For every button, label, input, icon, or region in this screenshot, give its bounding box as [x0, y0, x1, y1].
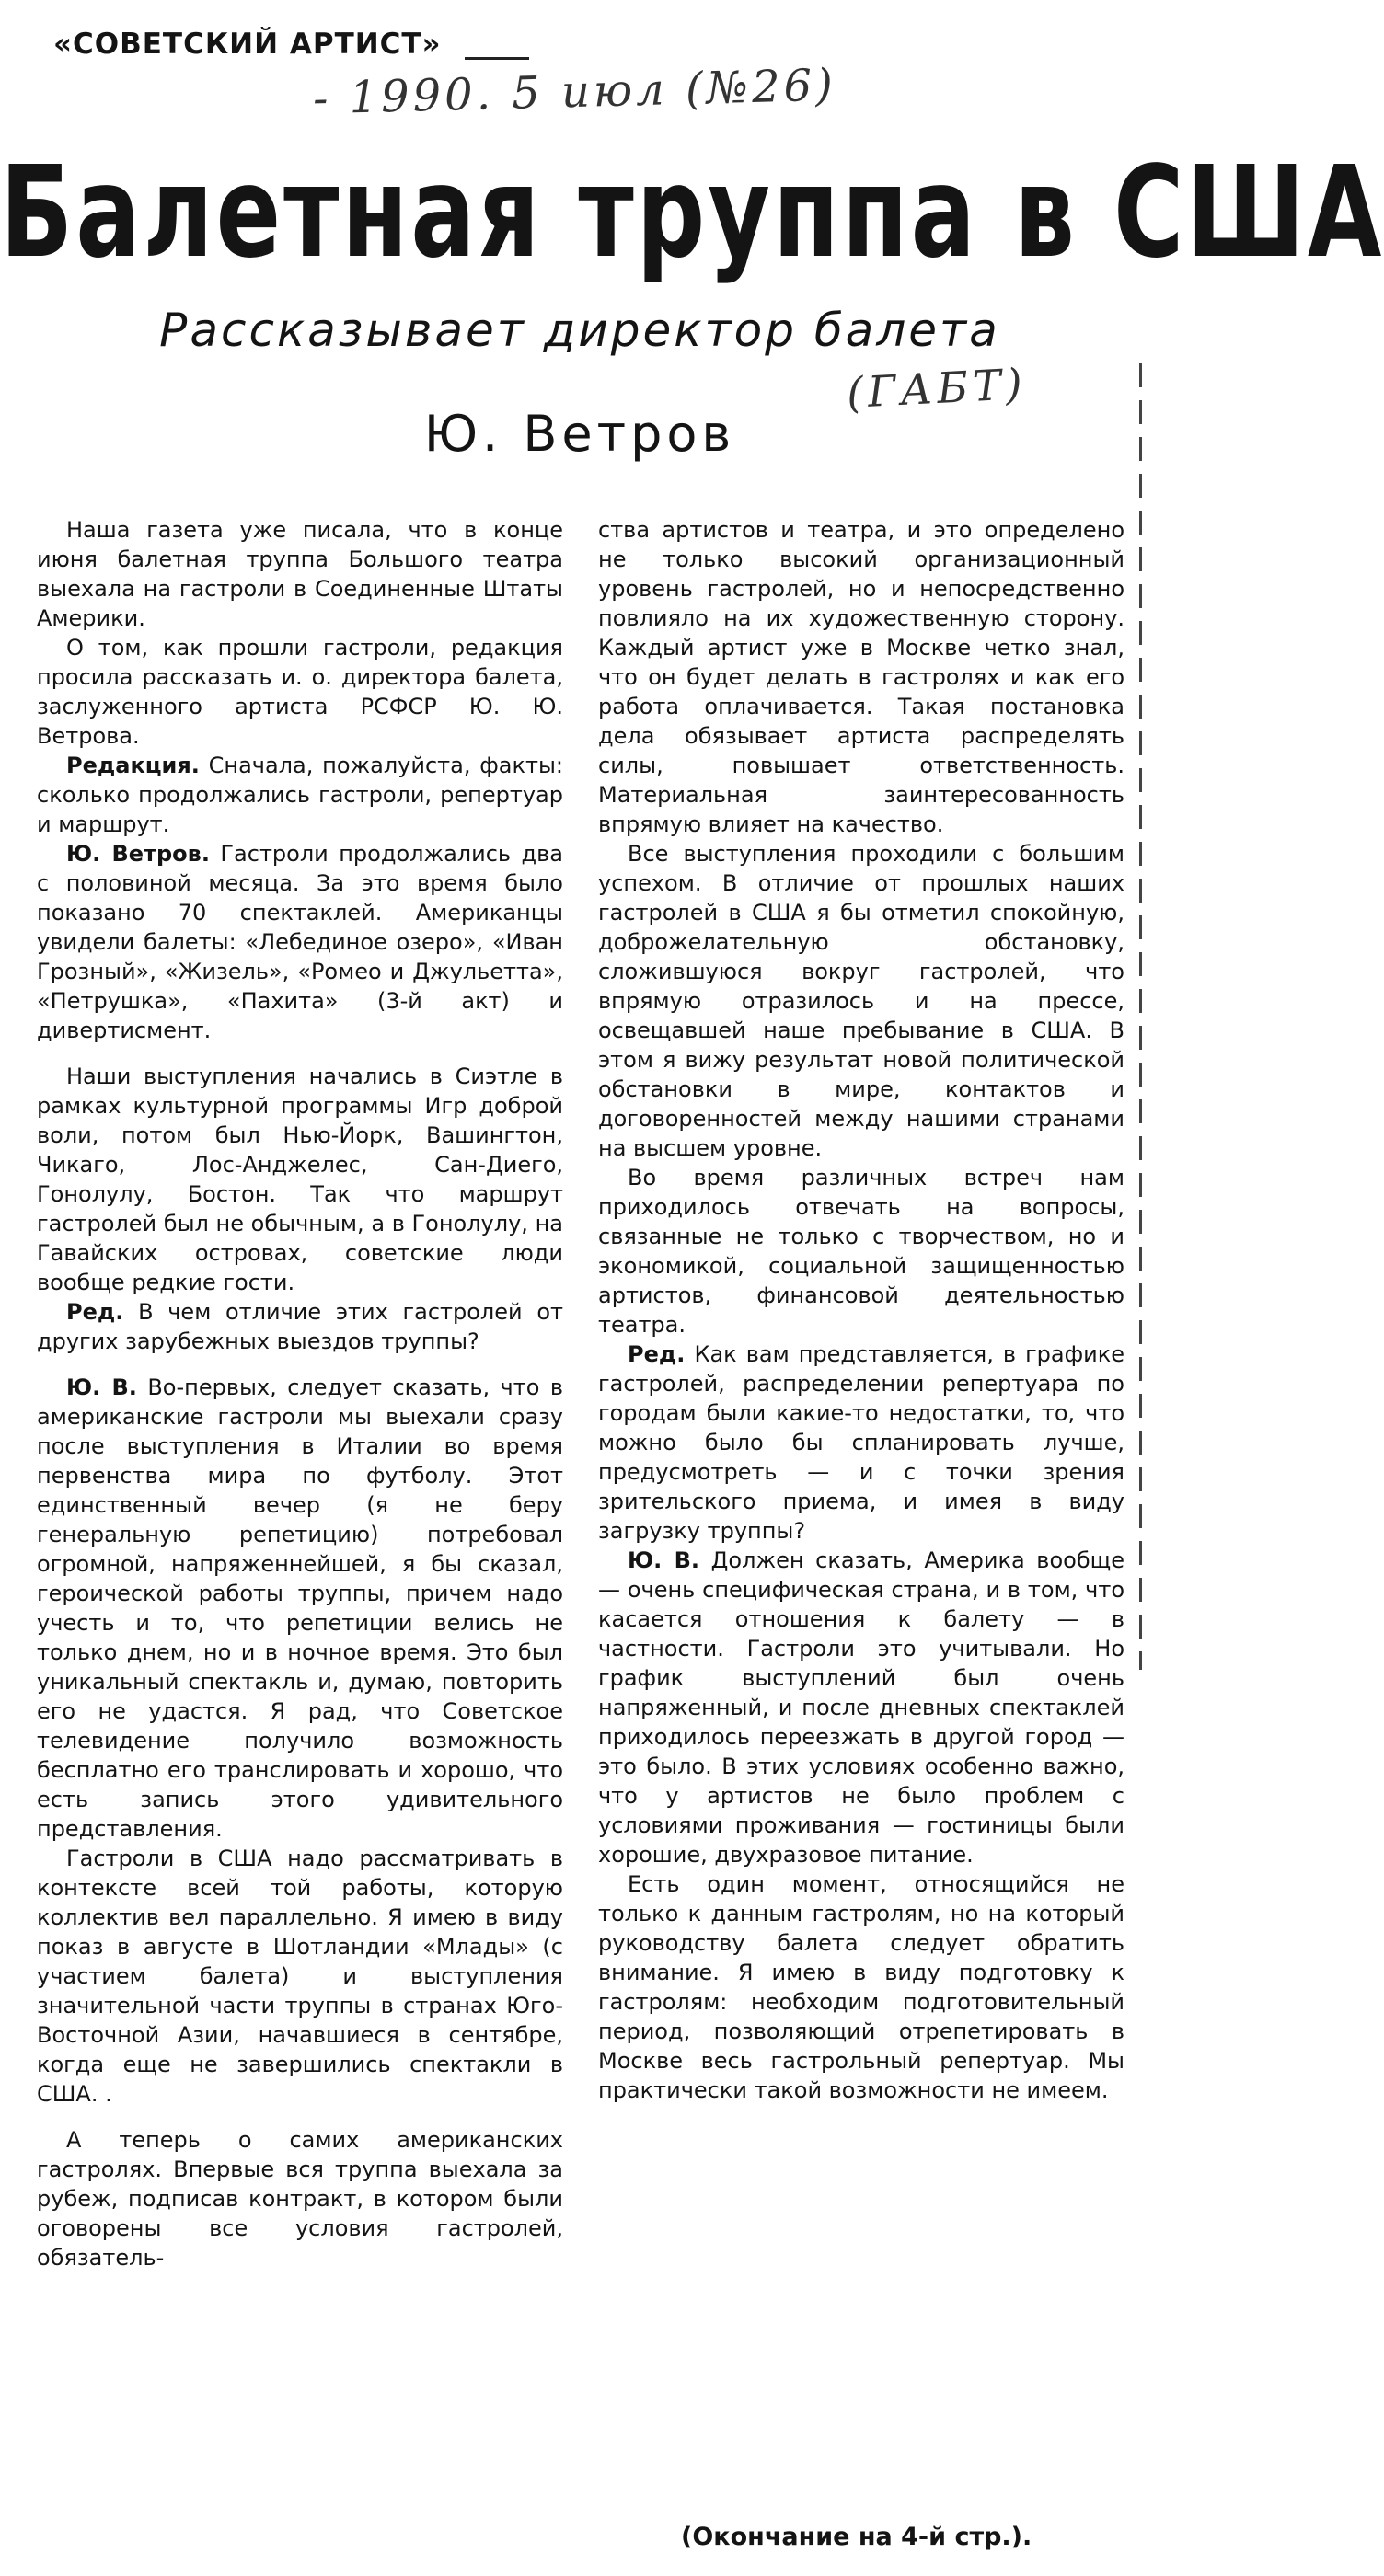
newspaper-source: «СОВЕТСКИЙ АРТИСТ»	[53, 28, 442, 61]
paragraph: Во время различных встреч нам приходилось отвечать на вопросы, связанные не только с творчеством, но и экономикой, социальной защищенностью артистов, финансовой деятельностью театра.	[598, 1165, 1124, 1338]
article-headline: Балетная труппа в США	[0, 138, 1384, 287]
article-column-left	[37, 515, 563, 2272]
paragraph-text: Гастроли продолжались два с половиной месяца. За это время было показано 70 спектаклей. Американцы увидели балеты: «Лебединое озеро», «Иван Грозный», «Жизель», «Ромео и Джульетта», «Петрушка», «Пахита» (3-й акт) и дивертисмент.	[37, 841, 563, 1043]
paragraph-text: В чем отличие этих гастролей от других зарубежных выездов труппы?	[37, 1299, 563, 1354]
source-underline	[465, 57, 529, 60]
paragraph	[37, 839, 563, 1045]
continuation-note: (Окончание на 4-й стр.).	[681, 2523, 1032, 2551]
paragraph-text: Должен сказать, Америка вообще — очень специфическая страна, и в том, что касается отношения к балету — в частности. Гастроли это учитывали. Но график выступлений был очень напряженный, и после дневных спектаклей приходилось переезжать в другой город — это было. В этих условиях особенно важно, что у артистов не было проблем с условиями проживания — гостиницы были хорошие, двухразовое питание.	[598, 1547, 1124, 1868]
handwritten-date: - 1990. 5 июл (№26)	[312, 59, 837, 125]
speaker-label: Ю. В.	[66, 1374, 137, 1400]
paragraph: А теперь о самих американских гастролях. Впервые вся труппа выехала за рубеж, подписав контракт, в котором были оговорены все условия гастролей, обязатель-	[37, 2127, 563, 2271]
speaker-label: Ред.	[628, 1341, 686, 1367]
speaker-label: Ред.	[66, 1299, 124, 1325]
paragraph	[37, 1373, 563, 1844]
paragraph-text: Во-первых, следует сказать, что в американские гастроли мы выехали сразу после выступления в Италии во время первенства мира по футболу. Этот единственный вечер (я не беру генеральную репетицию) потребовал огромной, напряженнейшей, я бы сказал, героической работы труппы, причем надо учесть и то, что репетиции велись не только днем, но и в ночное время. Это был уникальный спектакль и, думаю, повторить его не удастся. Я рад, что Советское телевидение получило возможность бесплатно его транслировать и хорошо, что есть запись этого удивительного представления.	[37, 1374, 563, 1842]
paragraph: Наши выступления начались в Сиэтле в рамках культурной программы Игр доброй воли, потом был Нью-Йорк, Вашингтон, Чикаго, Лос-Анджелес, Сан-Диего, Гонолулу, Бостон. Так что маршрут гастролей был не обычным, а в Гонолулу, на Гавайских островах, советские люди вообще редкие гости.	[37, 1064, 563, 1295]
handwritten-note: (ГАБТ)	[845, 358, 1028, 419]
speaker-label: Ю. В.	[628, 1547, 700, 1573]
paragraph-text: Сначала, пожалуйста, факты: сколько продолжались гастроли, репертуар и маршрут.	[37, 753, 563, 837]
paragraph: Гастроли в США надо рассматривать в контексте всей той работы, которую коллектив вел параллельно. Я имею в виду показ в августе в Шотландии «Млады» (с участием балета) и выступления значительной части труппы в странах Юго-Восточной Азии, начавшиеся в сентябре, когда еще не завершились спектакли в США. .	[37, 1846, 563, 2107]
paragraph: Все выступления проходили с большим успехом. В отличие от прошлых наших гастролей в США я бы отметил спокойную, доброжелательную обстановку, сложившуюся вокруг гастролей, что впрямую отразилось и на прессе, освещавшей наше пребывание в США. В этом я вижу результат новой политической обстановки в мире, контактов и договоренностей между нашими странами на высшем уровне.	[598, 841, 1124, 1161]
paragraph: О том, как прошли гастроли, редакция просила рассказать и. о. директора балета, заслуженного артиста РСФСР Ю. Ю. Ветрова.	[37, 635, 563, 749]
speaker-label: Ю. Ветров.	[66, 841, 210, 867]
paragraph	[37, 751, 563, 839]
paragraph: Наша газета уже писала, что в конце июня балетная труппа Большого театра выехала на гастроли в Соединенные Штаты Америки.	[37, 517, 563, 631]
paragraph	[598, 1546, 1124, 1869]
margin-mark-line	[1139, 363, 1142, 1670]
speaker-label: Редакция.	[66, 753, 200, 778]
paragraph-text: Как вам представляется, в графике гастролей, распределении репертуара по городам были какие-то недостатки, то, что можно было бы спланировать лучше, предусмотреть — и с точки зрения зрительского приема, и имея в виду загрузку труппы?	[598, 1341, 1124, 1544]
article-column-right	[598, 515, 1124, 2105]
article-author: Ю. Ветров	[423, 405, 736, 463]
paragraph	[37, 1297, 563, 1356]
article-subtitle: Рассказывает директор балета	[159, 304, 1000, 357]
paragraph: Есть один момент, относящийся не только к данным гастролям, но на который руководству балета следует обратить внимание. Я имею в виду подготовку к гастролям: необходим подготовительный период, позволяющий отрепетировать в Москве весь гастрольный репертуар. Мы практически такой возможности не имеем.	[598, 1871, 1124, 2103]
paragraph: ства артистов и театра, и это определено не только высокий организационный уровень гастролей, но и непосредственно повлияло на их художественную сторону. Каждый артист уже в Москве четко знал, что он будет делать в гастролях и как его работа оплачивается. Такая постановка дела обязывает артиста распределять силы, повышает ответственность. Материальная заинтересованность впрямую влияет на качество.	[598, 517, 1124, 837]
paragraph	[598, 1340, 1124, 1546]
